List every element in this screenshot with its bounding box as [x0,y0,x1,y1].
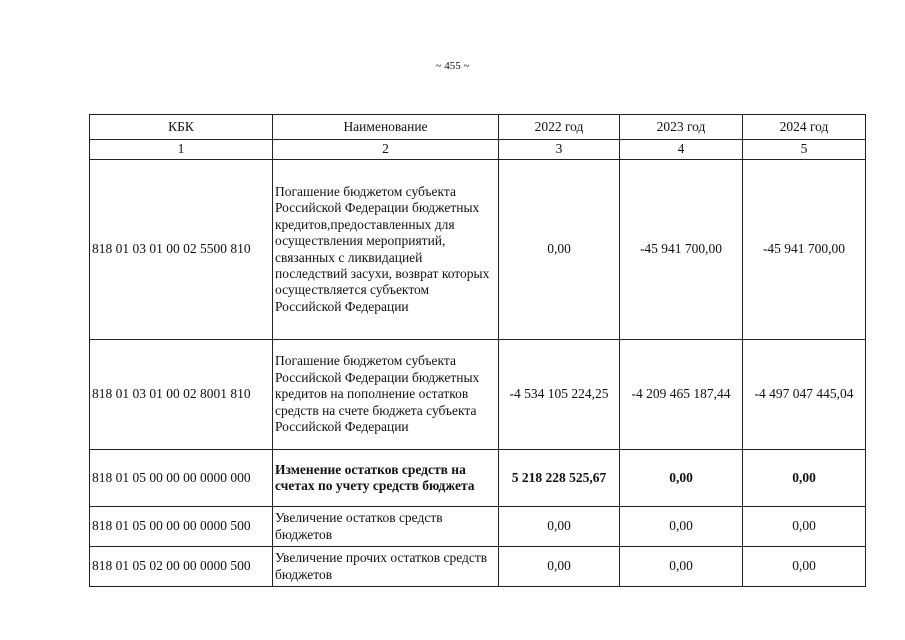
kbk-cell: 818 01 05 02 00 00 0000 500 [90,547,273,587]
column-index: 4 [620,140,743,160]
name-cell: Увеличение прочих остатков средств бюджетов [273,547,499,587]
header-2023: 2023 год [620,115,743,140]
value-2024-cell: 0,00 [743,547,866,587]
table-row [90,450,866,507]
page-number: ~ 455 ~ [435,60,470,72]
column-index-row [90,140,866,160]
kbk-cell: 818 01 05 00 00 00 0000 000 [90,450,273,507]
name-cell: Погашение бюджетом субъекта Российской Федерации бюджетных кредитов,предоставленных для осуществления мероприятий, связанных с ликвидацией последствий засухи, возврат которых осуществляется субъектом Российской Федерации [273,160,499,340]
value-2022-cell: 0,00 [499,547,620,587]
header-name: Наименование [273,115,499,140]
column-index: 3 [499,140,620,160]
value-2022-cell: 5 218 228 525,67 [499,450,620,507]
budget-table [89,114,866,587]
table-row [90,160,866,340]
table-row [90,340,866,450]
column-index: 1 [90,140,273,160]
value-2024-cell: 0,00 [743,450,866,507]
value-2023-cell: 0,00 [620,507,743,547]
kbk-cell: 818 01 03 01 00 02 5500 810 [90,160,273,340]
value-2023-cell: 0,00 [620,547,743,587]
name-cell: Изменение остатков средств на счетах по учету средств бюджета [273,450,499,507]
value-2022-cell: 0,00 [499,507,620,547]
table-row [90,507,866,547]
kbk-cell: 818 01 03 01 00 02 8001 810 [90,340,273,450]
value-2024-cell: -45 941 700,00 [743,160,866,340]
value-2023-cell: -45 941 700,00 [620,160,743,340]
name-cell: Погашение бюджетом субъекта Российской Федерации бюджетных кредитов на пополнение остатков средств на счете бюджета субъекта Российской Федерации [273,340,499,450]
value-2024-cell: -4 497 047 445,04 [743,340,866,450]
value-2022-cell: 0,00 [499,160,620,340]
kbk-cell: 818 01 05 00 00 00 0000 500 [90,507,273,547]
name-cell: Увеличение остатков средств бюджетов [273,507,499,547]
value-2022-cell: -4 534 105 224,25 [499,340,620,450]
column-index: 5 [743,140,866,160]
header-row [90,115,866,140]
header-2024: 2024 год [743,115,866,140]
value-2023-cell: 0,00 [620,450,743,507]
value-2024-cell: 0,00 [743,507,866,547]
value-2023-cell: -4 209 465 187,44 [620,340,743,450]
table-row [90,547,866,587]
header-2022: 2022 год [499,115,620,140]
column-index: 2 [273,140,499,160]
header-kbk: КБК [90,115,273,140]
